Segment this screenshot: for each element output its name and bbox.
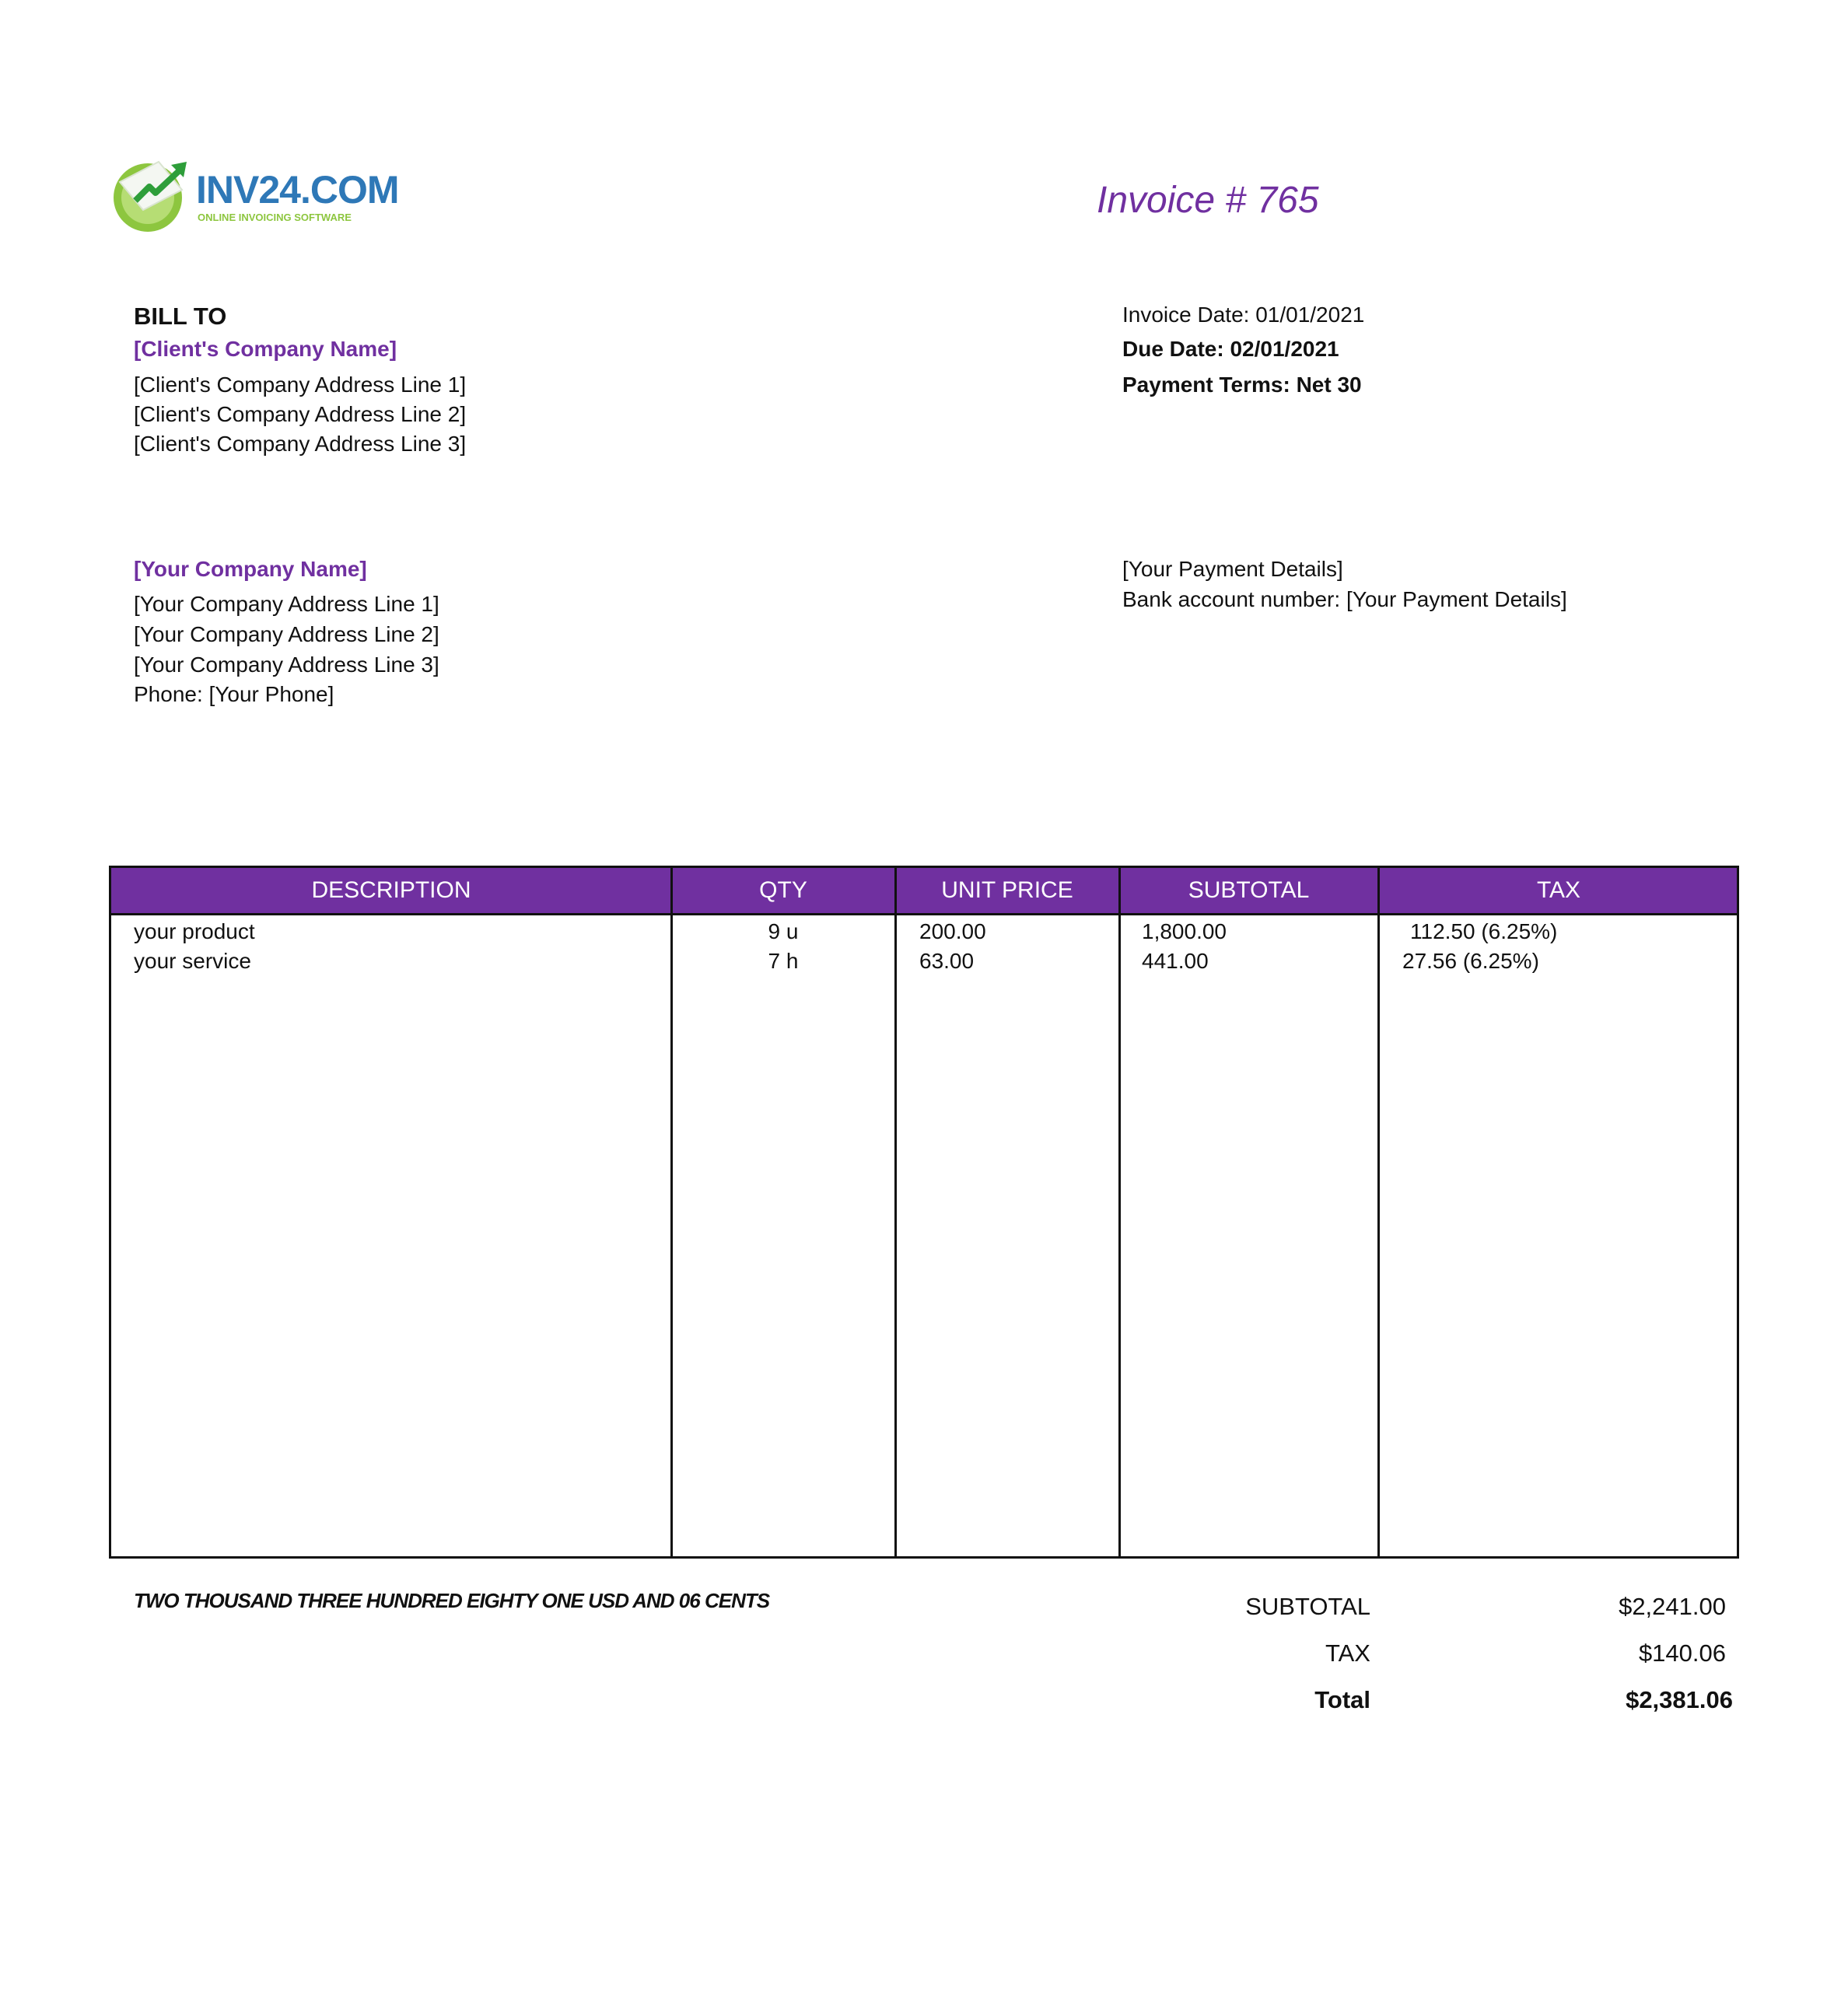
row-description: your product [134,919,255,943]
bank-account-number: Bank account number: [Your Payment Details] [1122,587,1567,611]
payment-details: [Your Payment Details] [1122,557,1343,581]
logo-name: INV24.COM [196,168,399,212]
amount-in-words: TWO THOUSAND THREE HUNDRED EIGHTY ONE USD AND 06 CENTS [134,1589,770,1612]
client-address-line-1: [Client's Company Address Line 1] [134,373,467,397]
your-address-line-2: [Your Company Address Line 2] [134,622,439,646]
row-description: your service [134,949,251,973]
company-logo [109,156,399,241]
row-unit-price: 63.00 [919,949,975,973]
your-phone: Phone: [Your Phone] [134,682,334,706]
client-company-name: [Client's Company Name] [134,337,397,361]
column-header-description: DESCRIPTION [311,877,471,903]
total-value: $2,381.06 [1626,1686,1733,1713]
invoice-title: Invoice # 765 [1097,180,1319,221]
your-address-line-1: [Your Company Address Line 1] [134,592,439,616]
your-company-name: [Your Company Name] [134,557,367,581]
column-header-tax: TAX [1536,877,1581,903]
row-subtotal: 1,800.00 [1142,919,1227,943]
row-unit-price: 200.00 [919,919,986,943]
row-tax: 112.50 (6.25%) [1410,919,1558,943]
column-header-unit-price: UNIT PRICE [941,877,1073,903]
logo-tagline: ONLINE INVOICING SOFTWARE [198,212,352,223]
due-date: Due Date: 02/01/2021 [1122,337,1339,361]
your-address-line-3: [Your Company Address Line 3] [134,653,439,677]
logo-icon [109,156,194,233]
tax-label: TAX [1325,1639,1370,1667]
invoice-date: Invoice Date: 01/01/2021 [1122,303,1365,327]
row-tax: 27.56 (6.25%) [1402,949,1539,973]
column-divider [1118,868,1121,1556]
row-subtotal: 441.00 [1142,949,1209,973]
payment-terms: Payment Terms: Net 30 [1122,373,1362,397]
subtotal-value: $2,241.00 [1619,1593,1726,1620]
table-header [111,868,1737,915]
row-qty: 7 h [768,949,799,973]
total-label: Total [1314,1686,1370,1713]
column-divider [1377,868,1380,1556]
client-address-line-2: [Client's Company Address Line 2] [134,402,467,426]
column-header-subtotal: SUBTOTAL [1188,877,1310,903]
tax-value: $140.06 [1638,1639,1726,1667]
subtotal-label: SUBTOTAL [1245,1593,1370,1620]
column-header-qty: QTY [759,877,807,903]
client-address-line-3: [Client's Company Address Line 3] [134,432,467,456]
row-qty: 9 u [768,919,799,943]
items-table [109,866,1739,1559]
bill-to-label: BILL TO [134,303,227,330]
